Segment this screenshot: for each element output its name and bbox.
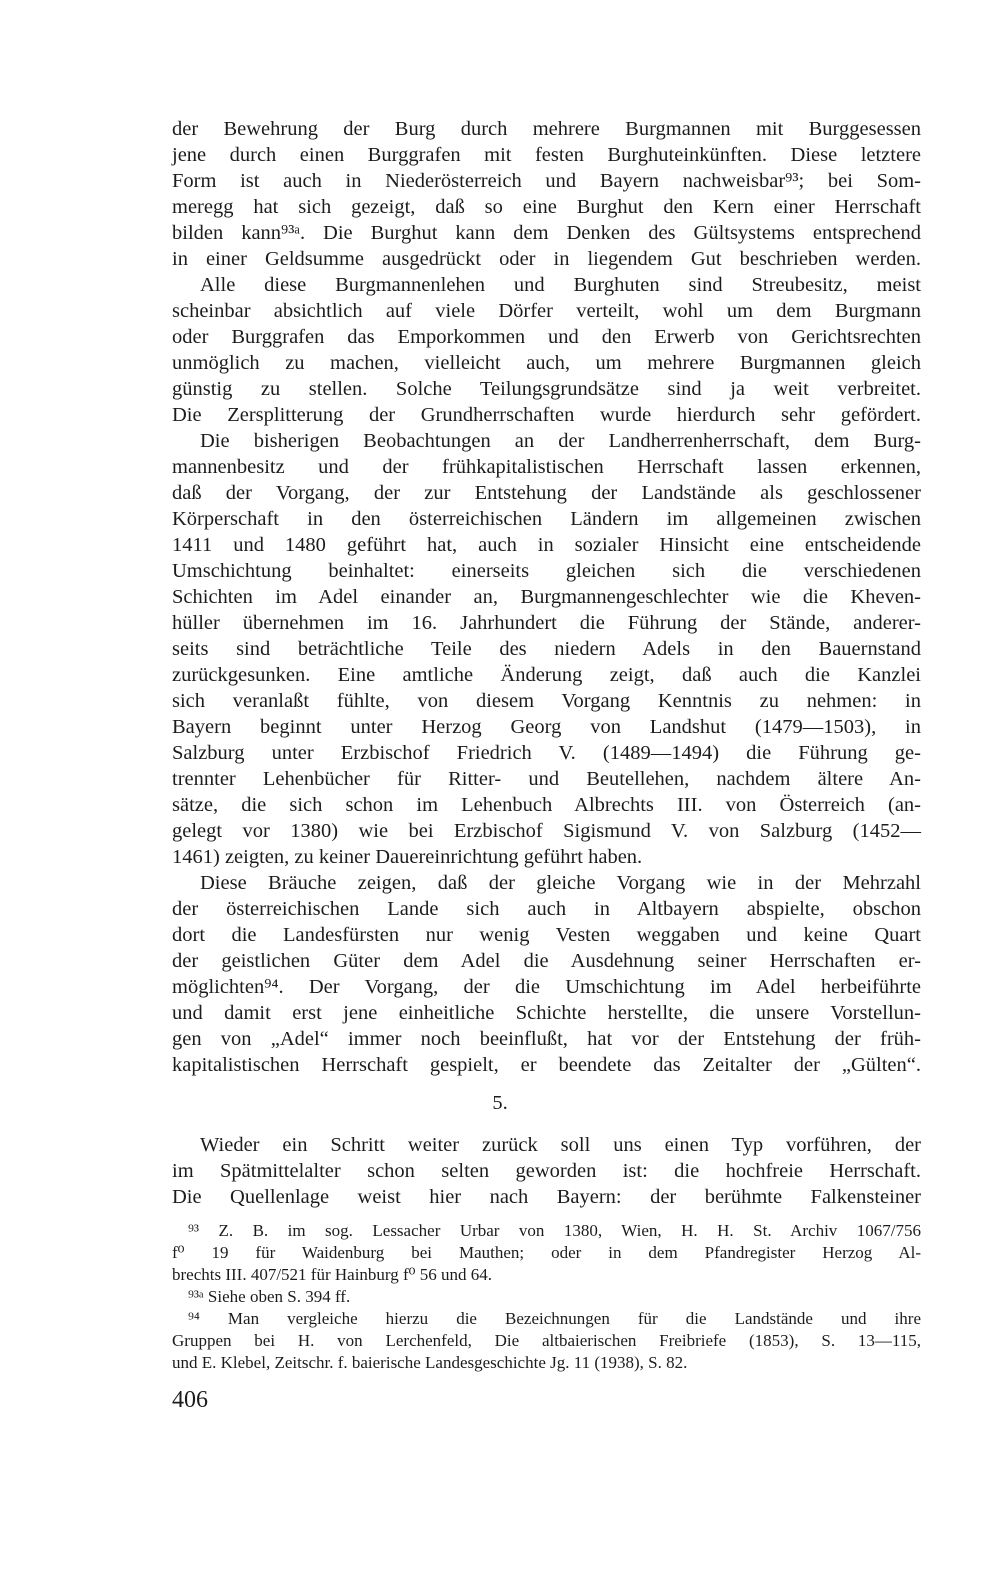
text-line: gen von „Adel“ immer noch beeinflußt, hat vor der Entstehung der früh- — [172, 1028, 921, 1050]
text-line: Schichten im Adel einander an, Burgmannengeschlechter wie die Kheven- — [172, 586, 921, 608]
footnote-line: brechts III. 407/521 für Hainburg f⁰ 56 und 64. — [172, 1265, 492, 1284]
footnote-line: ⁹³ᵃ Siehe oben S. 394 ff. — [188, 1287, 351, 1306]
text-line: möglichten⁹⁴. Der Vorgang, der die Umschichtung im Adel herbeiführte — [172, 976, 921, 998]
page-number: 406 — [172, 1387, 208, 1413]
text-line: meregg hat sich gezeigt, daß so eine Burghut den Kern einer Herrschaft — [172, 196, 921, 218]
text-line: Diese Bräuche zeigen, daß der gleiche Vorgang wie in der Mehrzahl — [200, 872, 921, 894]
text-line: sätze, die sich schon im Lehenbuch Albrechts III. von Österreich (an- — [172, 794, 921, 816]
text-line: oder Burggrafen das Emporkommen und den Erwerb von Gerichtsrechten — [172, 326, 921, 348]
footnote-line: f⁰ 19 für Waidenburg bei Mauthen; oder in dem Pfandregister Herzog Al- — [172, 1243, 921, 1262]
footnote-line: und E. Klebel, Zeitschr. f. baierische Landesgeschichte Jg. 11 (1938), S. 82. — [172, 1353, 688, 1372]
footnote-line: ⁹⁴ Man vergleiche hierzu die Bezeichnungen für die Landstände und ihre — [188, 1309, 921, 1328]
text-line: Körperschaft in den österreichischen Ländern im allgemeinen zwischen — [172, 508, 921, 530]
text-line: sich veranlaßt fühlte, von diesem Vorgang Kenntnis zu nehmen: in — [172, 690, 921, 712]
text-line: 1411 und 1480 geführt hat, auch in sozialer Hinsicht eine entscheidende — [172, 534, 921, 556]
text-line: der österreichischen Lande sich auch in Altbayern abspielte, obschon — [172, 898, 921, 920]
text-line: mannenbesitz und der frühkapitalistischen Herrschaft lassen erkennen, — [172, 456, 921, 478]
footnote-line: ⁹³ Z. B. im sog. Lessacher Urbar von 1380, Wien, H. H. St. Archiv 1067/756 — [188, 1221, 921, 1240]
text-line: günstig zu stellen. Solche Teilungsgrundsätze sind ja weit verbreitet. — [172, 378, 921, 400]
text-line: Umschichtung beinhaltet: einerseits gleichen sich die verschiedenen — [172, 560, 921, 582]
text-line: hüller übernehmen im 16. Jahrhundert die Führung der Stände, anderer- — [172, 612, 921, 634]
text-line: in einer Geldsumme ausgedrückt oder in liegendem Gut beschrieben werden. — [172, 248, 921, 270]
text-line: zurückgesunken. Eine amtliche Änderung zeigt, daß auch die Kanzlei — [172, 664, 921, 686]
text-line: Die Quellenlage weist hier nach Bayern: der berühmte Falkensteiner — [172, 1186, 921, 1208]
text-line: dort die Landesfürsten nur wenig Vesten weggaben und keine Quart — [172, 924, 921, 946]
text-line: der geistlichen Güter dem Adel die Ausdehnung seiner Herrschaften er- — [172, 950, 921, 972]
text-line: Bayern beginnt unter Herzog Georg von Landshut (1479—1503), in — [172, 716, 921, 738]
text-line: jene durch einen Burggrafen mit festen Burghuteinkünften. Diese letztere — [172, 144, 921, 166]
text-line: im Spätmittelalter schon selten geworden ist: die hochfreie Herrschaft. — [172, 1160, 921, 1182]
text-line: seits sind beträchtliche Teile des niedern Adels in den Bauernstand — [172, 638, 921, 660]
text-line: Form ist auch in Niederösterreich und Bayern nachweisbar⁹³; bei Som- — [172, 170, 921, 192]
text-line: und damit erst jene einheitliche Schichte herstellte, die unsere Vorstellun- — [172, 1002, 921, 1024]
text-line: bilden kann⁹³ᵃ. Die Burghut kann dem Denken des Gültsystems entsprechend — [172, 222, 921, 244]
text-line: Wieder ein Schritt weiter zurück soll uns einen Typ vorführen, der — [200, 1134, 921, 1156]
text-line: unmöglich zu machen, vielleicht auch, um mehrere Burgmannen gleich — [172, 352, 921, 374]
text-line: trennter Lehenbücher für Ritter- und Beutellehen, nachdem ältere An- — [172, 768, 921, 790]
text-line: Die Zersplitterung der Grundherrschaften wurde hierdurch sehr gefördert. — [172, 404, 921, 426]
text-line: der Bewehrung der Burg durch mehrere Burgmannen mit Burggesessen — [172, 118, 921, 140]
text-line: Alle diese Burgmannenlehen und Burghuten sind Streubesitz, meist — [200, 274, 921, 296]
text-line: scheinbar absichtlich auf viele Dörfer verteilt, wohl um dem Burgmann — [172, 300, 921, 322]
footnote-line: Gruppen bei H. von Lerchenfeld, Die altbaierischen Freibriefe (1853), S. 13—115, — [172, 1331, 921, 1350]
section-heading: 5. — [492, 1092, 508, 1114]
text-line: gelegt vor 1380) wie bei Erzbischof Sigismund V. von Salzburg (1452— — [172, 820, 921, 842]
text-line: kapitalistischen Herrschaft gespielt, er beendete das Zeitalter der „Gülten“. — [172, 1054, 921, 1076]
text-line: Salzburg unter Erzbischof Friedrich V. (1489—1494) die Führung ge- — [172, 742, 921, 764]
text-line: Die bisherigen Beobachtungen an der Landherrenherrschaft, dem Burg- — [200, 430, 921, 452]
text-line: daß der Vorgang, der zur Entstehung der Landstände als geschlossener — [172, 482, 921, 504]
text-line: 1461) zeigten, zu keiner Dauereinrichtung geführt haben. — [172, 846, 643, 868]
